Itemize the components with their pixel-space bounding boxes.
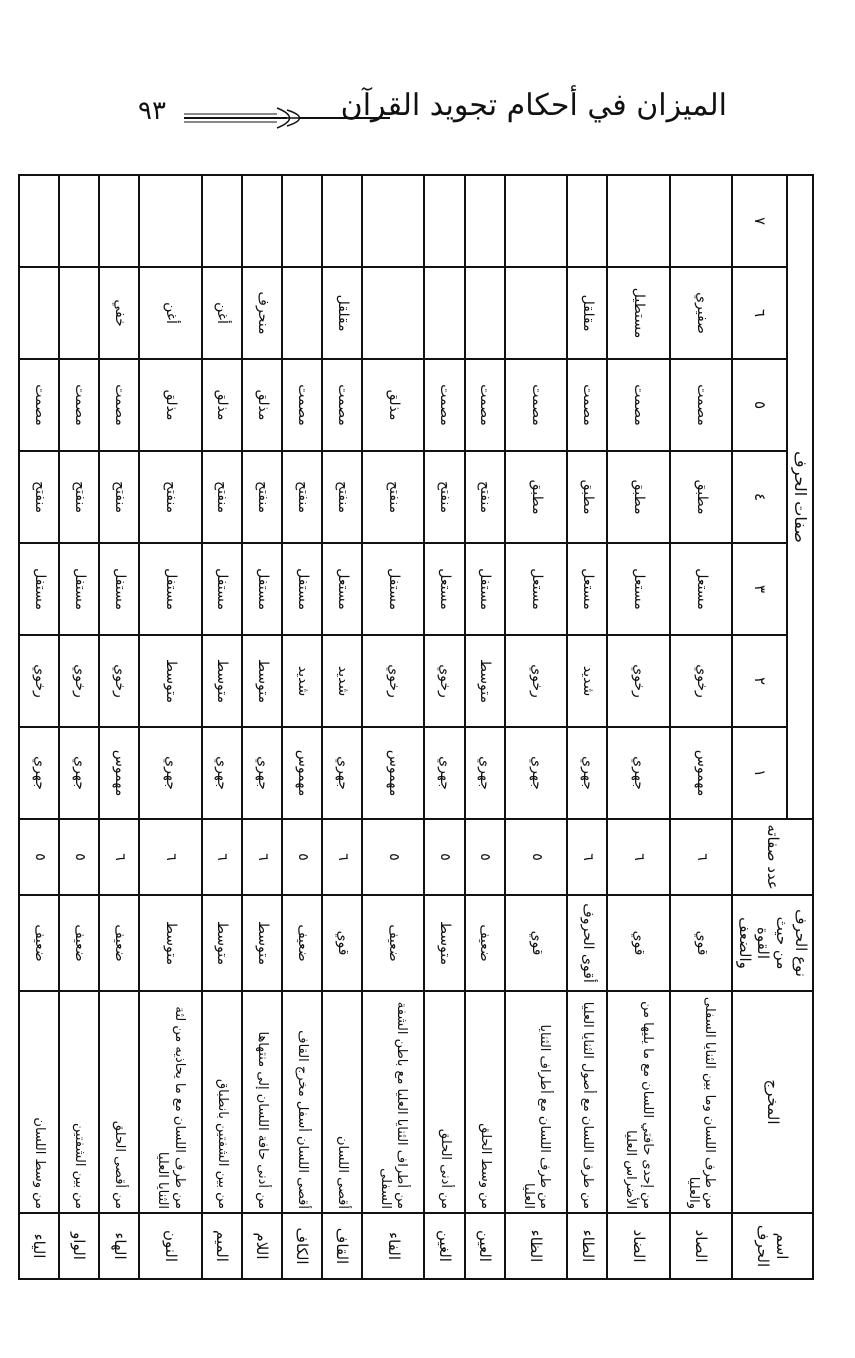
- sifa-5-cell: مصمت: [322, 359, 362, 451]
- sifa-3-cell: مستفل: [139, 543, 201, 635]
- sifa-3-cell: مستعل: [670, 543, 732, 635]
- sifa-3-cell: مستعل: [607, 543, 669, 635]
- sifa-7-cell: [505, 175, 567, 267]
- count-cell: ٦: [567, 819, 607, 895]
- header-col-6: ٦: [732, 267, 787, 359]
- sifa-6-cell: خفي: [99, 267, 139, 359]
- makhraj-cell: من أدنى الحلق: [424, 991, 464, 1213]
- sifa-2-cell: رخوي: [362, 635, 424, 727]
- sifa-4-cell: مطبق: [567, 451, 607, 543]
- sifa-3-cell: مستعل: [567, 543, 607, 635]
- sifa-3-cell: مستفل: [99, 543, 139, 635]
- sifa-7-cell: [99, 175, 139, 267]
- sifa-3-cell: مستعل: [424, 543, 464, 635]
- sifa-3-cell: مستفل: [19, 543, 59, 635]
- sifa-1-cell: جهري: [19, 727, 59, 819]
- table-row: [322, 175, 362, 1279]
- sifa-2-cell: رخوي: [607, 635, 669, 727]
- makhraj-cell: من وسط اللسان: [19, 991, 59, 1213]
- sifa-1-cell: جهري: [465, 727, 505, 819]
- header-strength: نوع الحرف من حيث القوة والضعف: [732, 895, 813, 991]
- sifa-1-cell: جهري: [607, 727, 669, 819]
- sifa-5-cell: مصمت: [670, 359, 732, 451]
- sifa-4-cell: منفتح: [362, 451, 424, 543]
- sifa-3-cell: مستفل: [202, 543, 242, 635]
- header-makhraj: المخرج: [732, 991, 813, 1213]
- sifa-5-cell: مصمت: [607, 359, 669, 451]
- table-row: [139, 175, 201, 1279]
- count-cell: ٥: [59, 819, 99, 895]
- sifa-5-cell: مصمت: [567, 359, 607, 451]
- sifa-6-cell: صفيري: [670, 267, 732, 359]
- makhraj-cell: من إحدى حافتي اللسان مع ما يليها من الأضراس العليا: [607, 991, 669, 1213]
- sifa-1-cell: مهموس: [282, 727, 322, 819]
- table-row: [670, 175, 732, 1279]
- sifa-5-cell: مصمت: [465, 359, 505, 451]
- sifa-1-cell: مهموس: [362, 727, 424, 819]
- letter-cell: الطاء: [567, 1213, 607, 1279]
- sifa-2-cell: متوسط: [465, 635, 505, 727]
- count-cell: ٥: [465, 819, 505, 895]
- sifa-7-cell: [465, 175, 505, 267]
- table-row: [607, 175, 669, 1279]
- header-count: عدد صفاته: [732, 819, 813, 895]
- sifa-6-cell: [19, 267, 59, 359]
- sifa-6-cell: [424, 267, 464, 359]
- table-row: [282, 175, 322, 1279]
- sifa-1-cell: جهري: [202, 727, 242, 819]
- letter-cell: القاف: [322, 1213, 362, 1279]
- strength-cell: قوي: [670, 895, 732, 991]
- letter-cell: النون: [139, 1213, 201, 1279]
- sifa-2-cell: متوسط: [139, 635, 201, 727]
- sifa-4-cell: منفتح: [59, 451, 99, 543]
- sifa-2-cell: رخوي: [505, 635, 567, 727]
- sifa-6-cell: [362, 267, 424, 359]
- page-number: ٩٣: [138, 96, 166, 126]
- letter-cell: الياء: [19, 1213, 59, 1279]
- sifa-6-cell: منحرف: [242, 267, 282, 359]
- letter-cell: اللام: [242, 1213, 282, 1279]
- sifa-3-cell: مستفل: [59, 543, 99, 635]
- sifa-7-cell: [424, 175, 464, 267]
- sifa-4-cell: منفتح: [139, 451, 201, 543]
- sifa-6-cell: مقلقل: [322, 267, 362, 359]
- sifa-2-cell: شديد: [322, 635, 362, 727]
- table-row: [424, 175, 464, 1279]
- table-row: [465, 175, 505, 1279]
- strength-cell: ضعيف: [465, 895, 505, 991]
- sifa-3-cell: مستفل: [282, 543, 322, 635]
- makhraj-cell: من طرف اللسان مع أصول الثنايا العليا: [567, 991, 607, 1213]
- strength-cell: ضعيف: [362, 895, 424, 991]
- sifa-2-cell: رخوي: [99, 635, 139, 727]
- sifa-5-cell: مذلق: [139, 359, 201, 451]
- sifa-2-cell: متوسط: [242, 635, 282, 727]
- strength-cell: أقوى الحروف: [567, 895, 607, 991]
- letters-attributes-table: [18, 174, 814, 1280]
- sifa-4-cell: مطبق: [505, 451, 567, 543]
- sifa-4-cell: مطبق: [607, 451, 669, 543]
- sifa-4-cell: منفتح: [19, 451, 59, 543]
- sifa-3-cell: مستعل: [505, 543, 567, 635]
- letter-cell: الهاء: [99, 1213, 139, 1279]
- makhraj-cell: من أدنى حافة اللسان إلى منتهاها: [242, 991, 282, 1213]
- count-cell: ٥: [424, 819, 464, 895]
- letter-cell: الكاف: [282, 1213, 322, 1279]
- sifa-5-cell: مصمت: [505, 359, 567, 451]
- sifa-6-cell: مستطيل: [607, 267, 669, 359]
- sifa-2-cell: شديد: [282, 635, 322, 727]
- sifa-5-cell: مصمت: [19, 359, 59, 451]
- makhraj-cell: من أطراف الثنايا العليا مع باطن الشفة السفلى: [362, 991, 424, 1213]
- makhraj-cell: من طرف اللسان وما بين الثنايا السفلى والعليا: [670, 991, 732, 1213]
- sifa-5-cell: مصمت: [99, 359, 139, 451]
- sifa-4-cell: مطبق: [670, 451, 732, 543]
- sifa-2-cell: رخوي: [19, 635, 59, 727]
- letter-cell: الضاد: [607, 1213, 669, 1279]
- sifa-7-cell: [202, 175, 242, 267]
- sifa-3-cell: مستفل: [242, 543, 282, 635]
- sifa-6-cell: [282, 267, 322, 359]
- header-col-1: ١: [732, 727, 787, 819]
- sifa-3-cell: مستفل: [465, 543, 505, 635]
- sifa-4-cell: منفتح: [99, 451, 139, 543]
- sifa-5-cell: مصمت: [424, 359, 464, 451]
- sifa-4-cell: منفتح: [465, 451, 505, 543]
- sifa-2-cell: رخوي: [59, 635, 99, 727]
- makhraj-cell: من أقصى الحلق: [99, 991, 139, 1213]
- sifa-1-cell: جهري: [567, 727, 607, 819]
- table-row: [19, 175, 59, 1279]
- sifa-5-cell: مصمت: [59, 359, 99, 451]
- letter-cell: الميم: [202, 1213, 242, 1279]
- sifa-7-cell: [362, 175, 424, 267]
- count-cell: ٦: [322, 819, 362, 895]
- sifa-1-cell: مهموس: [670, 727, 732, 819]
- sifa-2-cell: شديد: [567, 635, 607, 727]
- count-cell: ٥: [505, 819, 567, 895]
- strength-cell: ضعيف: [59, 895, 99, 991]
- sifa-1-cell: مهموس: [99, 727, 139, 819]
- sifa-6-cell: أغن: [202, 267, 242, 359]
- sifa-3-cell: مستفل: [362, 543, 424, 635]
- letter-cell: الغين: [424, 1213, 464, 1279]
- sifa-6-cell: [505, 267, 567, 359]
- table-row: [362, 175, 424, 1279]
- sifa-1-cell: جهري: [59, 727, 99, 819]
- makhraj-cell: من طرف اللسان مع أطراف الثنايا العليا: [505, 991, 567, 1213]
- sifa-4-cell: منفتح: [202, 451, 242, 543]
- header-sifat-group: صفات الحرف: [787, 175, 813, 819]
- sifa-4-cell: منفتح: [424, 451, 464, 543]
- strength-cell: قوي: [607, 895, 669, 991]
- count-cell: ٦: [242, 819, 282, 895]
- page-header: [0, 88, 855, 138]
- header-letter-name: اسم الحرف: [732, 1213, 813, 1279]
- sifa-6-cell: أغن: [139, 267, 201, 359]
- letter-cell: الصاد: [670, 1213, 732, 1279]
- sifa-7-cell: [607, 175, 669, 267]
- sifa-1-cell: جهري: [242, 727, 282, 819]
- sifa-7-cell: [139, 175, 201, 267]
- table-row: [505, 175, 567, 1279]
- strength-cell: قوي: [322, 895, 362, 991]
- sifa-1-cell: جهري: [322, 727, 362, 819]
- header-col-2: ٢: [732, 635, 787, 727]
- sifa-4-cell: منفتح: [242, 451, 282, 543]
- letters-attributes-table-frame: [30, 174, 814, 1278]
- count-cell: ٦: [202, 819, 242, 895]
- makhraj-cell: أقصى اللسان أسفل مخرج القاف: [282, 991, 322, 1213]
- makhraj-cell: من وسط الحلق: [465, 991, 505, 1213]
- letter-cell: الواو: [59, 1213, 99, 1279]
- sifa-5-cell: مذلق: [242, 359, 282, 451]
- strength-cell: قوي: [505, 895, 567, 991]
- letter-cell: الظاء: [505, 1213, 567, 1279]
- table-row: [99, 175, 139, 1279]
- sifa-6-cell: [465, 267, 505, 359]
- count-cell: ٥: [19, 819, 59, 895]
- header-col-3: ٣: [732, 543, 787, 635]
- count-cell: ٥: [362, 819, 424, 895]
- sifa-7-cell: [282, 175, 322, 267]
- count-cell: ٥: [282, 819, 322, 895]
- book-title: الميزان في أحكام تجويد القرآن: [340, 88, 727, 123]
- table-row: [242, 175, 282, 1279]
- sifa-4-cell: منفتح: [282, 451, 322, 543]
- count-cell: ٦: [670, 819, 732, 895]
- makhraj-cell: من طرف اللسان مع ما يحاذيه من لثة الثنايا العليا: [139, 991, 201, 1213]
- header-row-1: [787, 175, 813, 1279]
- sifa-5-cell: مذلق: [202, 359, 242, 451]
- count-cell: ٦: [607, 819, 669, 895]
- table-row: [202, 175, 242, 1279]
- rotated-table-container: [30, 174, 814, 1278]
- header-col-5: ٥: [732, 359, 787, 451]
- makhraj-cell: أقصى اللسان: [322, 991, 362, 1213]
- sifa-2-cell: رخوي: [424, 635, 464, 727]
- sifa-6-cell: [59, 267, 99, 359]
- count-cell: ٦: [139, 819, 201, 895]
- makhraj-cell: من بين الشفتين: [59, 991, 99, 1213]
- sifa-1-cell: جهري: [139, 727, 201, 819]
- strength-cell: ضعيف: [99, 895, 139, 991]
- strength-cell: ضعيف: [282, 895, 322, 991]
- strength-cell: متوسط: [242, 895, 282, 991]
- strength-cell: متوسط: [424, 895, 464, 991]
- letter-cell: العين: [465, 1213, 505, 1279]
- sifa-7-cell: [567, 175, 607, 267]
- letter-cell: الفاء: [362, 1213, 424, 1279]
- sifa-7-cell: [322, 175, 362, 267]
- sifa-7-cell: [670, 175, 732, 267]
- sifa-5-cell: مذلق: [362, 359, 424, 451]
- header-col-7: ٧: [732, 175, 787, 267]
- sifa-1-cell: جهري: [424, 727, 464, 819]
- makhraj-cell: من بين الشفتين بانطباق: [202, 991, 242, 1213]
- table-row: [59, 175, 99, 1279]
- sifa-7-cell: [59, 175, 99, 267]
- strength-cell: متوسط: [139, 895, 201, 991]
- header-col-4: ٤: [732, 451, 787, 543]
- sifa-2-cell: رخوي: [670, 635, 732, 727]
- sifa-1-cell: جهري: [505, 727, 567, 819]
- sifa-5-cell: مصمت: [282, 359, 322, 451]
- sifa-7-cell: [242, 175, 282, 267]
- sifa-6-cell: مقلقل: [567, 267, 607, 359]
- strength-cell: ضعيف: [19, 895, 59, 991]
- table-body: [19, 175, 732, 1279]
- count-cell: ٦: [99, 819, 139, 895]
- sifa-3-cell: مستعل: [322, 543, 362, 635]
- sifa-4-cell: منفتح: [322, 451, 362, 543]
- strength-cell: متوسط: [202, 895, 242, 991]
- sifa-7-cell: [19, 175, 59, 267]
- table-row: [567, 175, 607, 1279]
- sifa-2-cell: متوسط: [202, 635, 242, 727]
